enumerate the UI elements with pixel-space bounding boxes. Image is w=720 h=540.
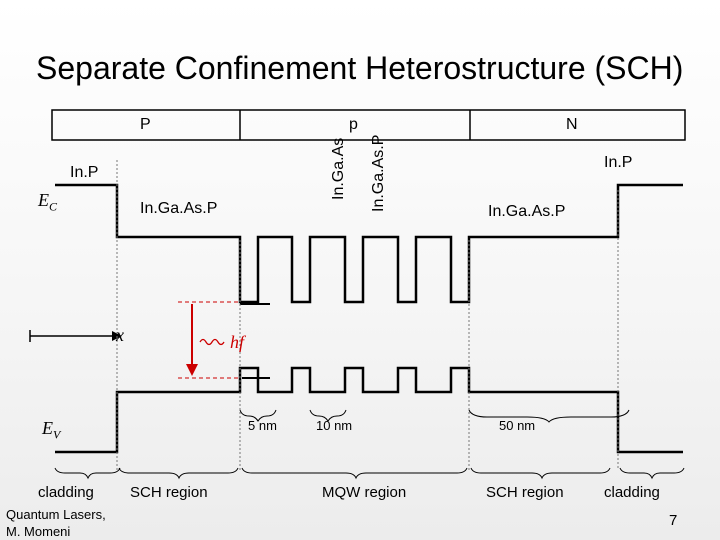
- ev-label: $E_V$: [42, 418, 61, 442]
- layer-label-inp-left: In.P: [70, 164, 99, 181]
- photon-label: hf: [230, 332, 245, 352]
- region-label-sch-left: SCH region: [130, 484, 208, 501]
- layer-label-ingaasp-right: In.Ga.As.P: [488, 203, 566, 220]
- doping-label-P: P: [140, 116, 151, 133]
- page-number: 7: [669, 512, 678, 529]
- layer-label-ingaas: In.Ga.As: [330, 137, 347, 200]
- region-label-cladding-right: cladding: [604, 484, 660, 501]
- region-label-cladding-left: cladding: [38, 484, 94, 501]
- region-label-sch-right: SCH region: [486, 484, 564, 501]
- region-label-mqw: MQW region: [322, 484, 407, 501]
- doping-label-p: p: [349, 116, 358, 133]
- sch-width-brace: [469, 410, 629, 422]
- photon-arrow-head: [186, 364, 198, 376]
- region-braces: [55, 468, 684, 478]
- ec-label: $E_C$: [38, 190, 58, 214]
- valence-band-line: [55, 368, 683, 452]
- well-width-label: 5 nm: [248, 418, 277, 433]
- footer-credit: Quantum Lasers, M. Momeni: [6, 507, 106, 539]
- sch-width-label: 50 nm: [499, 418, 536, 433]
- layer-label-ingaasp-left: In.Ga.As.P: [140, 200, 218, 217]
- slide-title: Separate Confinement Heterostructure (SCH): [36, 50, 684, 86]
- doping-label-N: N: [566, 116, 578, 133]
- barrier-width-label: 10 nm: [316, 418, 353, 433]
- x-axis-label: x: [116, 325, 124, 345]
- layer-label-ingaasp-top: In.Ga.As.P: [370, 134, 387, 212]
- photon-wave-icon: [200, 340, 224, 345]
- layer-label-inp-right: In.P: [604, 154, 633, 171]
